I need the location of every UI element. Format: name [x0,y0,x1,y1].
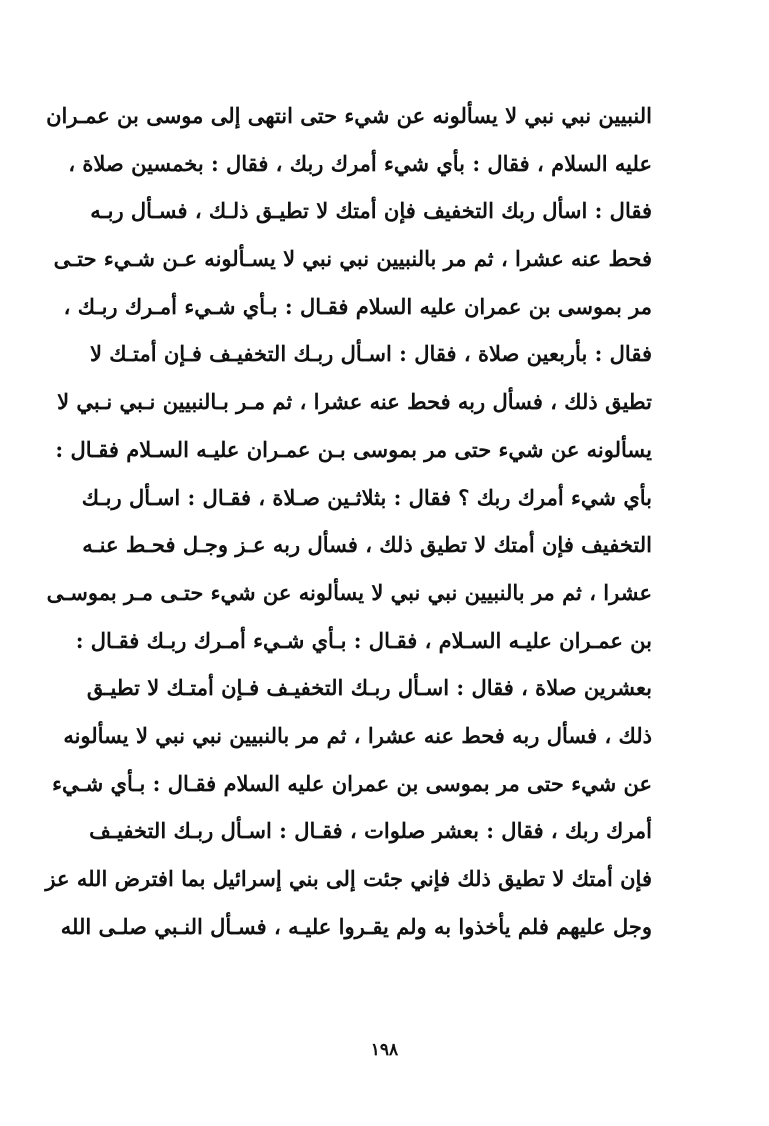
text-line-15: عن شيء حتى مر بموسى بن عمران عليه السلام فقـال : بـأي شـيء [52,770,652,796]
text-line-2: عليه السلام ، فقال : بأي شيء أمرك ربك ، فقال : بخمسين صلاة ، [68,150,652,176]
text-line-18: وجل عليهم فلم يأخذوا به ولم يقـروا عليـه ، فسـأل النـبي صلـى الله [60,913,652,939]
text-line-9: بأي شيء أمرك ربك ؟ فقال : بثلاثـين صـلاة ، فقـال : اسـأل ربـك [81,484,652,510]
text-line-8: يسألونه عن شيء حتى مر بموسى بـن عمـران عليـه السـلام فقـال : [55,436,652,462]
text-line-4: فحط عنه عشرا ، ثم مر بالنبيين نبي نبي لا يسـألونه عـن شـيء حتـى [53,246,652,272]
text-line-3: فقال : اسأل ربك التخفيف فإن أمتك لا تطيـق ذلـك ، فسـأل ربـه [90,198,652,224]
text-line-6: فقال : بأربعين صلاة ، فقال : اسـأل ربـك التخفيـف فـإن أمتـك لا [89,341,652,367]
text-line-1: النبيين نبي نبي لا يسألونه عن شيء حتى انتهى إلى موسى بن عمـران [46,103,652,128]
text-line-7: تطيق ذلك ، فسأل ربه فحط عنه عشرا ، ثم مـر بـالنبيين نـبي نـبي لا [57,389,652,415]
text-line-5: مر بموسى بن عمران عليه السلام فقـال : بـأي شـيء أمـرك ربـك ، [63,293,652,319]
text-line-14: ذلك ، فسأل ربه فحط عنه عشرا ، ثم مر بالنبيين نبي نبي لا يسألونه [63,722,652,748]
text-line-10: التخفيف فإن أمتك لا تطيق ذلك ، فسأل ربه عـز وجـل فحـط عنـه [82,532,652,558]
text-line-16: أمرك ربك ، فقال : بعشر صلوات ، فقـال : اسـأل ربـك التخفيـف [89,818,652,844]
text-line-13: بعشرين صلاة ، فقال : اسـأل ربـك التخفيـف فـإن أمتـك لا تطيـق [86,675,652,701]
text-line-11: عشرا ، ثم مر بالنبيين نبي نبي لا يسألونه عن شيء حتـى مـر بموسـى [46,579,652,605]
body-text [45,92,652,950]
text-line-17: فإن أمتك لا تطيق ذلك فإني جئت إلى بني إسرائيل بما افترض الله عز [45,866,652,891]
text-line-12: بن عمـران عليـه السـلام ، فقـال : بـأي شـيء أمـرك ربـك فقـال : [75,627,652,653]
page-number: ١٩٨ [370,1040,399,1060]
